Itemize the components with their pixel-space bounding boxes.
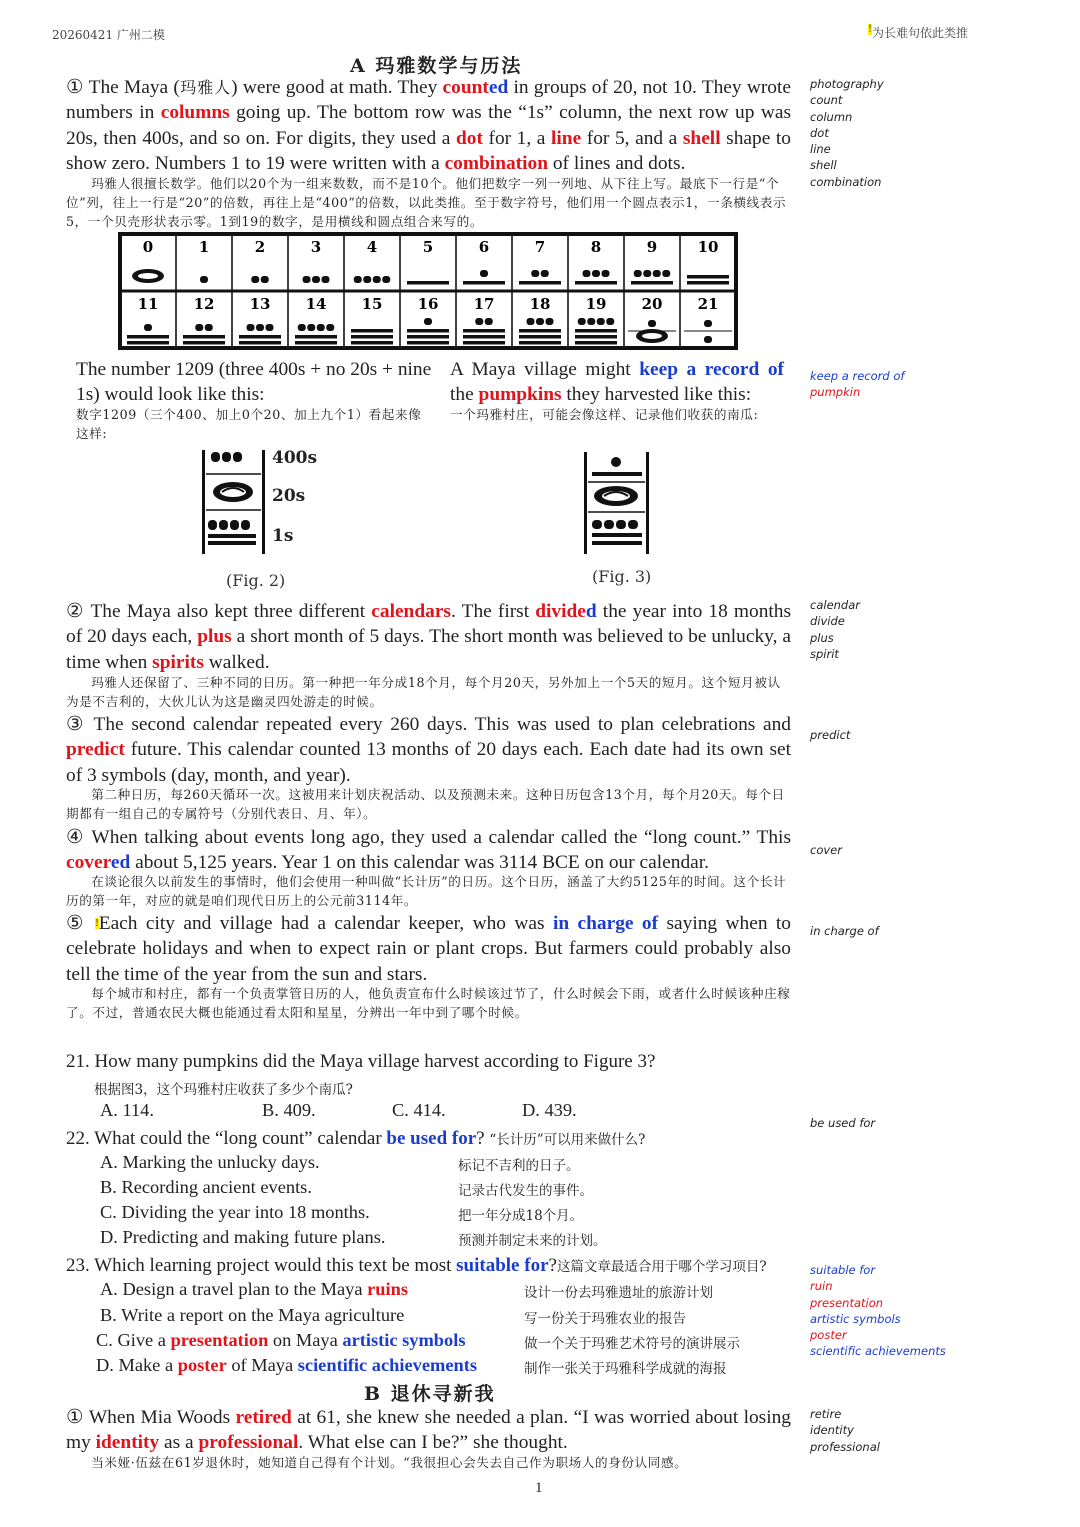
number-label: 18 (529, 295, 551, 313)
paragraph-1: ① The Maya (玛雅人) were good at math. They counted in groups of 20, not 10. They wrote numbers in columns going up. The bottom row was the “1s” column, the next row up was 20s, then 400s, and so on. For digits, they used a dot for 1, a line for 5, and a shell shape to show zero. Numbers 1 to 19 were written with a combination of lines and dots. (66, 77, 791, 174)
margin-notes-4 (810, 727, 850, 743)
margin-note: combination (810, 174, 882, 189)
label-1s: 1s (272, 526, 294, 546)
bar-glyph (351, 329, 393, 333)
dot-glyph (546, 318, 554, 325)
dot-glyph (382, 276, 390, 283)
number-1209-translation: 数字1209（三个400、加上0个20、加上九个1）看起来像这样: (76, 407, 422, 441)
dot-glyph (583, 270, 591, 277)
bar-glyph (575, 335, 617, 339)
margin-note: column (810, 109, 853, 124)
bar-glyph (519, 329, 561, 333)
dot-glyph (536, 318, 544, 325)
dot-glyph (662, 270, 670, 277)
dot-glyph (256, 324, 264, 331)
number-label: 21 (697, 295, 719, 313)
paragraph-1-translation: 玛雅人很擅长数学。他们以20个为一组来数数，而不是10个。他们把数字一列一列地、从下往上写。最底下一行是“个位”列，往上一行是“20”的倍数，再往上是“400”的倍数，以此类推。至于数字符号，他们用一个圆点表示1，一条横线表示5，一个贝壳形状表示零。1到19的数字，是用横线和圆点组合来写的。 (66, 176, 787, 229)
dot-glyph (648, 320, 656, 327)
paragraph-5-translation: 每个城市和村庄，都有一个负责掌管日历的人，他负责宣布什么时候该过节了，什么时候会下雨，或者什么时候该种庄稼了。不过，普通农民大概也能通过看太阳和星星，分辨出一年中到了哪个时候。 (66, 986, 791, 1020)
margin-note: suitable for (810, 1263, 876, 1277)
bar-glyph (463, 341, 505, 345)
q21-option-b[interactable]: B. 409. (262, 1100, 316, 1120)
q21-option-a[interactable]: A. 114. (100, 1100, 154, 1120)
dot-glyph (480, 270, 488, 277)
q23-option-c[interactable]: C. Give a presentation on Maya artistic symbols (96, 1330, 466, 1350)
maya-number-table (118, 232, 738, 350)
q23-option-a-translation: 设计一份去玛雅遗址的旅游计划 (524, 1285, 713, 1301)
shell-glyph (138, 273, 158, 279)
bar-glyph (127, 335, 169, 339)
dot-glyph (195, 324, 203, 331)
paragraph-2: ② The Maya also kept three different calendars. The first divided the year into 18 months of 20 days each, plus a short month of 5 days. The short month was believed to be unlucky, a time when spirits walked. (66, 601, 792, 673)
dot-glyph (587, 318, 595, 325)
margin-notes-3 (810, 597, 860, 662)
margin-note: retire (810, 1407, 842, 1421)
margin-note: professional (810, 1439, 880, 1454)
bar-glyph (295, 341, 337, 345)
figure-3-graphic (582, 450, 652, 556)
margin-note: dot (810, 125, 829, 140)
dot-glyph (592, 270, 600, 277)
margin-notes-9 (810, 1406, 880, 1455)
dot-glyph (541, 270, 549, 277)
bar-glyph (183, 341, 225, 345)
margin-note: identity (810, 1423, 854, 1438)
bar-glyph (575, 329, 617, 333)
margin-notes-8 (810, 1262, 946, 1360)
dot-glyph (251, 276, 259, 283)
bar-glyph (407, 341, 449, 345)
dot-glyph (261, 276, 269, 283)
number-label: 0 (142, 238, 154, 256)
margin-note: predict (810, 728, 851, 742)
number-label: 20 (641, 295, 663, 313)
number-label: 9 (646, 238, 658, 256)
question-23: 23. Which learning project would this text be most suitable for?这篇文章最适合用于哪个学习项目? (66, 1255, 767, 1276)
margin-notes-5 (810, 842, 842, 858)
q22-option-d[interactable]: D. Predicting and making future plans. (100, 1227, 386, 1247)
number-label: 6 (478, 238, 490, 256)
margin-note: photography (810, 77, 884, 91)
dot-glyph (205, 324, 213, 331)
margin-note: plus (810, 630, 834, 645)
margin-note: line (810, 142, 831, 157)
q22-option-c-translation: 把一年分成18个月。 (458, 1208, 584, 1224)
paragraph-3: ③ The second calendar repeated every 260 days. This was used to plan celebrations and predict future. This calendar counted 13 months of 20 days each. Each date had its own set of 3 symbols (day, month, and year). (66, 714, 791, 786)
margin-note: in charge of (810, 924, 879, 938)
q21-option-d[interactable]: D. 439. (522, 1100, 577, 1120)
bar-glyph (239, 335, 281, 339)
margin-note: calendar (810, 598, 861, 612)
section-a-title: A 玛雅数学与历法 (350, 55, 523, 77)
difficulty-mark: ! (868, 24, 873, 35)
dot-glyph (704, 320, 712, 327)
q22-option-d-translation: 预测并制定未来的计划。 (458, 1233, 607, 1249)
pumpkins-translation: 一个玛雅村庄，可能会像这样、记录他们收获的南瓜: (450, 407, 759, 422)
dot-glyph (653, 270, 661, 277)
number-label: 11 (137, 295, 159, 313)
q23-option-d-translation: 制作一张关于玛雅科学成就的海报 (524, 1361, 727, 1377)
bar-glyph (519, 341, 561, 345)
header-right: !为长难句依此类推 (868, 24, 969, 40)
pumpkins-text: A Maya village might keep a record of the pumpkins they harvested like this: (450, 359, 784, 406)
bar-glyph (295, 335, 337, 339)
margin-note: cover (810, 843, 842, 857)
paragraph-4-translation: 在谈论很久以前发生的事情时，他们会使用一种叫做“长计历”的日历。这个日历，涵盖了大约5125年的时间。这个长计历的第一年，对应的就是咱们现代日历上的公元前3114年。 (66, 874, 787, 908)
number-label: 12 (193, 295, 215, 313)
dot-glyph (485, 318, 493, 325)
dot-glyph (144, 324, 152, 331)
number-label: 19 (585, 295, 607, 313)
dot-glyph (303, 276, 311, 283)
page-number: 1 (535, 1480, 543, 1496)
bar-glyph (463, 329, 505, 333)
margin-note: ruin (810, 1279, 833, 1294)
q23-option-c-translation: 做一个关于玛雅艺术符号的演讲展示 (524, 1336, 740, 1352)
bar-glyph (407, 335, 449, 339)
bar-glyph (239, 341, 281, 345)
q23-option-a[interactable]: A. Design a travel plan to the Maya ruins (100, 1279, 408, 1299)
bar-glyph (351, 341, 393, 345)
q22-option-a[interactable]: A. Marking the unlucky days. (100, 1152, 320, 1172)
dot-glyph (326, 324, 334, 331)
figure-2 (198, 446, 328, 558)
margin-note: spirit (810, 646, 839, 661)
long-sentence-mark: ! (95, 918, 99, 929)
number-label: 3 (310, 238, 322, 256)
number-label: 14 (305, 295, 327, 313)
number-label: 2 (254, 238, 266, 256)
dot-glyph (247, 324, 255, 331)
q22-option-b[interactable]: B. Recording ancient events. (100, 1177, 312, 1197)
dot-glyph (363, 276, 371, 283)
question-21-translation: 根据图3，这个玛雅村庄收获了多少个南瓜? (94, 1082, 353, 1098)
margin-notes-6 (810, 923, 879, 939)
dot-glyph (373, 276, 381, 283)
bar-glyph (463, 281, 505, 285)
q23-option-b[interactable]: B. Write a report on the Maya agriculture (100, 1305, 405, 1325)
margin-note: pumpkin (810, 385, 861, 400)
dot-glyph (602, 270, 610, 277)
dot-glyph (200, 276, 208, 283)
dot-glyph (704, 336, 712, 343)
bar-glyph (687, 281, 729, 285)
dot-glyph (266, 324, 274, 331)
bar-glyph (407, 281, 449, 285)
bar-glyph (127, 341, 169, 345)
paragraph-3-translation: 第二种日历，每260天循环一次。这被用来计划庆祝活动、以及预测未来。这种日历包含13个月，每个月20天。每个日期都有一组自己的专属符号（分别代表日、月、年）。 (66, 787, 785, 821)
q22-option-a-translation: 标记不吉利的日子。 (458, 1158, 580, 1174)
margin-note: presentation (810, 1295, 884, 1310)
bar-glyph (687, 275, 729, 279)
bar-glyph (351, 335, 393, 339)
dot-glyph (606, 318, 614, 325)
bar-glyph (407, 329, 449, 333)
bar-glyph (575, 281, 617, 285)
margin-note: divide (810, 614, 845, 629)
section-b-title: B 退休寻新我 (364, 1383, 496, 1405)
margin-note: be used for (810, 1116, 876, 1130)
dot-glyph (597, 318, 605, 325)
q21-option-c[interactable]: C. 414. (392, 1100, 446, 1120)
figure-3-caption: (Fig. 3) (592, 567, 652, 586)
dot-glyph (354, 276, 362, 283)
margin-note: scientific achievements (810, 1344, 946, 1359)
number-label: 8 (590, 238, 602, 256)
bar-glyph (631, 281, 673, 285)
margin-note: keep a record of (810, 369, 905, 383)
number-label: 7 (534, 238, 546, 256)
q22-option-c[interactable]: C. Dividing the year into 18 months. (100, 1202, 370, 1222)
figure-2-caption: (Fig. 2) (226, 571, 286, 590)
number-label: 15 (361, 295, 383, 313)
margin-notes-7 (810, 1115, 875, 1131)
bar-glyph (575, 341, 617, 345)
bar-glyph (519, 335, 561, 339)
number-label: 1 (198, 238, 210, 256)
dot-glyph (475, 318, 483, 325)
number-label: 10 (697, 238, 719, 256)
dot-glyph (317, 324, 325, 331)
q23-option-d[interactable]: D. Make a poster of Maya scientific achievements (96, 1355, 478, 1375)
margin-note: shell (810, 158, 837, 173)
bar-glyph (519, 281, 561, 285)
number-label: 17 (473, 295, 495, 313)
bar-glyph (183, 335, 225, 339)
number-label: 5 (422, 238, 434, 256)
dot-glyph (634, 270, 642, 277)
q22-option-b-translation: 记录古代发生的事件。 (458, 1183, 593, 1199)
dot-glyph (322, 276, 330, 283)
question-21: 21. How many pumpkins did the Maya village harvest according to Figure 3? (66, 1051, 656, 1072)
maya-number-table-graphic (118, 232, 738, 350)
number-label: 16 (417, 295, 439, 313)
label-400s: 400s (272, 448, 318, 468)
bar-glyph (463, 335, 505, 339)
label-20s: 20s (272, 486, 306, 506)
question-22: 22. What could the “long count” calendar be used for? “长计历”可以用来做什么? (66, 1128, 646, 1149)
dot-glyph (424, 318, 432, 325)
margin-notes-2 (810, 368, 904, 401)
dot-glyph (298, 324, 306, 331)
dot-glyph (531, 270, 539, 277)
dot-glyph (578, 318, 586, 325)
number-label: 4 (366, 238, 378, 256)
header-left: 20260421 广州二模 (52, 28, 165, 42)
margin-note: poster (810, 1328, 847, 1343)
q23-option-b-translation: 写一份关于玛雅农业的报告 (524, 1311, 686, 1327)
paragraph-5: ⑤ !Each city and village had a calendar keeper, who was in charge of saying when to celebrate holidays and when to expect rain or plant crops. But farmers could probably also tell the time of the year from the sun and stars. (66, 913, 792, 985)
figure-3 (582, 450, 652, 556)
dot-glyph (643, 270, 651, 277)
margin-note: artistic symbols (810, 1311, 901, 1326)
paragraph-4: ④ When talking about events long ago, they used a calendar called the “long count.” This covered about 5,125 years. Year 1 on this calendar was 3114 BCE on our calendar. (66, 827, 791, 874)
margin-note: count (810, 93, 843, 108)
dot-glyph (312, 276, 320, 283)
dot-glyph (307, 324, 315, 331)
section-b-paragraph-1-translation: 当米娅·伍兹在61岁退休时，她知道自己得有个计划。“我很担心会失去自己作为职场人的身份认同感。 (91, 1455, 688, 1470)
paragraph-2-translation: 玛雅人还保留了、三种不同的日历。第一种把一年分成18个月，每个月20天，另外加上一个5天的短月。这个短月被认为是不吉利的，大伙儿认为这是幽灵四处游走的时候。 (66, 675, 781, 709)
number-1209-text: The number 1209 (three 400s + no 20s + nine 1s) would look like this: (76, 359, 432, 406)
number-label: 13 (249, 295, 271, 313)
shell-glyph (642, 333, 662, 339)
dot-glyph (527, 318, 535, 325)
section-b-paragraph-1: ① When Mia Woods retired at 61, she knew she needed a plan. “I was worried about losing my identity as a professional. What else can I be?” she thought. (66, 1407, 791, 1454)
margin-notes-1 (810, 76, 884, 190)
